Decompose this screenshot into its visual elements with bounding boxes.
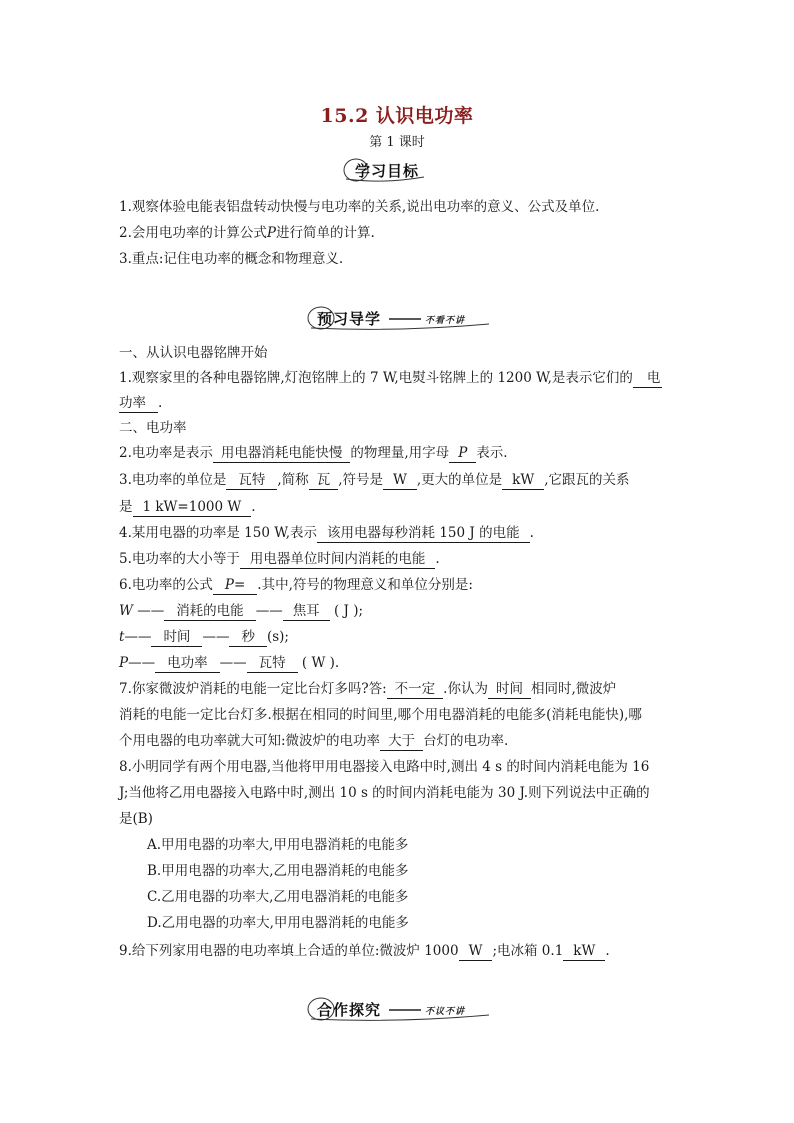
- answer-blank: 该用电器每秒消耗 150 J 的电能: [317, 525, 530, 543]
- symbol-w-row: W —— 消耗的电能 —— 焦耳 ( J );: [119, 603, 364, 619]
- answer-blank: 电功率: [155, 655, 220, 673]
- question-5: 5.电功率的大小等于 用电器单位时间内消耗的电能 .: [119, 551, 440, 567]
- answer-blank: 瓦特: [226, 472, 277, 490]
- preview-banner: [303, 305, 493, 331]
- section-1-heading: 一、从认识电器铭牌开始: [119, 345, 268, 361]
- coop-banner-text: 合作探究: [317, 1001, 382, 1019]
- question-1-cont: 功率 .: [119, 395, 163, 411]
- answer-blank: 用电器单位时间内消耗的电能: [240, 551, 436, 569]
- question-8-option-c: C.乙用电器的功率大,乙用电器消耗的电能多: [147, 889, 409, 905]
- question-7: 7.你家微波炉消耗的电能一定比台灯多吗?答: 不一定 .你认为 时间 相同时,微波炉: [119, 681, 617, 697]
- question-7-line-3: 个用电器的电功率就大可知:微波炉的电功率 大于 台灯的电功率.: [119, 733, 509, 749]
- question-8-option-d: D.乙用电器的功率大,甲用电器消耗的电能多: [147, 915, 409, 931]
- goals-banner-text: 学习目标: [355, 162, 420, 180]
- answer-blank: 用电器消耗电能快慢: [213, 445, 351, 463]
- answer-blank: P: [449, 445, 476, 463]
- answer-blank: 瓦: [309, 472, 339, 490]
- answer-blank: 大于: [380, 733, 423, 751]
- answer-blank: kW: [502, 472, 544, 490]
- question-6: 6.电功率的公式 P= .其中,符号的物理意义和单位分别是:: [119, 577, 473, 593]
- question-1: 1.观察家里的各种电器铭牌,灯泡铭牌上的 7 W,电熨斗铭牌上的 1200 W,是表示它们的 电: [119, 370, 661, 386]
- question-3-cont: 是 1 kW=1000 W .: [119, 499, 256, 515]
- question-9: 9.给下列家用电器的电功率填上合适的单位:微波炉 1000 W ;电冰箱 0.1 kW .: [119, 943, 610, 959]
- coop-banner: [303, 996, 493, 1022]
- goal-3: 3.重点:记住电功率的概念和物理意义.: [119, 251, 344, 267]
- answer-blank: 消耗的电能: [164, 603, 256, 621]
- preview-banner-note: 不看不讲: [425, 316, 466, 326]
- goals-banner: [338, 157, 430, 183]
- goal-2: 2.会用电功率的计算公式P进行简单的计算.: [119, 225, 375, 241]
- page-title: 15.2 认识电功率: [320, 105, 474, 127]
- section-2-heading: 二、电功率: [119, 420, 187, 436]
- coop-banner-note: 不议不讲: [425, 1007, 466, 1017]
- question-8-line-2: J;当他将乙用电器接入电路中时,测出 10 s 的时间内消耗电能为 30 J.则下列说法中正确的: [119, 785, 650, 801]
- answer-blank: 瓦特: [247, 655, 298, 673]
- answer-blank: 不一定: [387, 681, 444, 699]
- question-2: 2.电功率是表示 用电器消耗电能快慢 的物理量,用字母 P 表示.: [119, 445, 508, 461]
- answer-blank: 焦耳: [283, 603, 330, 621]
- answer-blank: 时间: [488, 681, 531, 699]
- lesson-subtitle: 第 1 课时: [369, 135, 425, 150]
- preview-banner-text: 预习导学: [317, 310, 382, 328]
- answer-blank: 时间: [151, 629, 202, 647]
- answer-blank: 1 kW=1000 W: [133, 499, 252, 517]
- answer-blank: W: [383, 472, 417, 490]
- symbol-p-row: P—— 电功率 —— 瓦特 ( W ).: [119, 655, 340, 671]
- question-8-option-b: B.甲用电器的功率大,乙用电器消耗的电能多: [147, 863, 409, 879]
- answer-blank: P=: [213, 577, 257, 595]
- answer-blank: kW: [563, 943, 605, 961]
- question-8-line-1: 8.小明同学有两个用电器,当他将甲用电器接入电路中时,测出 4 s 的时间内消耗电能为 16: [119, 759, 650, 775]
- answer-blank: 功率: [119, 395, 158, 413]
- question-8-option-a: A.甲用电器的功率大,甲用电器消耗的电能多: [147, 837, 409, 853]
- question-4: 4.某用电器的功率是 150 W,表示 该用电器每秒消耗 150 J 的电能 .: [119, 525, 534, 541]
- goal-1: 1.观察体验电能表铝盘转动快慢与电功率的关系,说出电功率的意义、公式及单位.: [119, 199, 600, 215]
- symbol-t-row: t—— 时间 —— 秒 (s);: [119, 629, 289, 645]
- answer-blank: 电: [633, 370, 663, 388]
- question-8-line-3: 是(B): [119, 811, 153, 827]
- answer-blank: 秒: [229, 629, 267, 647]
- question-7-line-2: 消耗的电能一定比台灯多.根据在相同的时间里,哪个用电器消耗的电能多(消耗电能快),哪: [119, 707, 642, 723]
- answer-blank: W: [459, 943, 493, 961]
- question-3: 3.电功率的单位是 瓦特 ,简称 瓦 ,符号是 W ,更大的单位是 kW ,它跟瓦的关系: [119, 472, 630, 488]
